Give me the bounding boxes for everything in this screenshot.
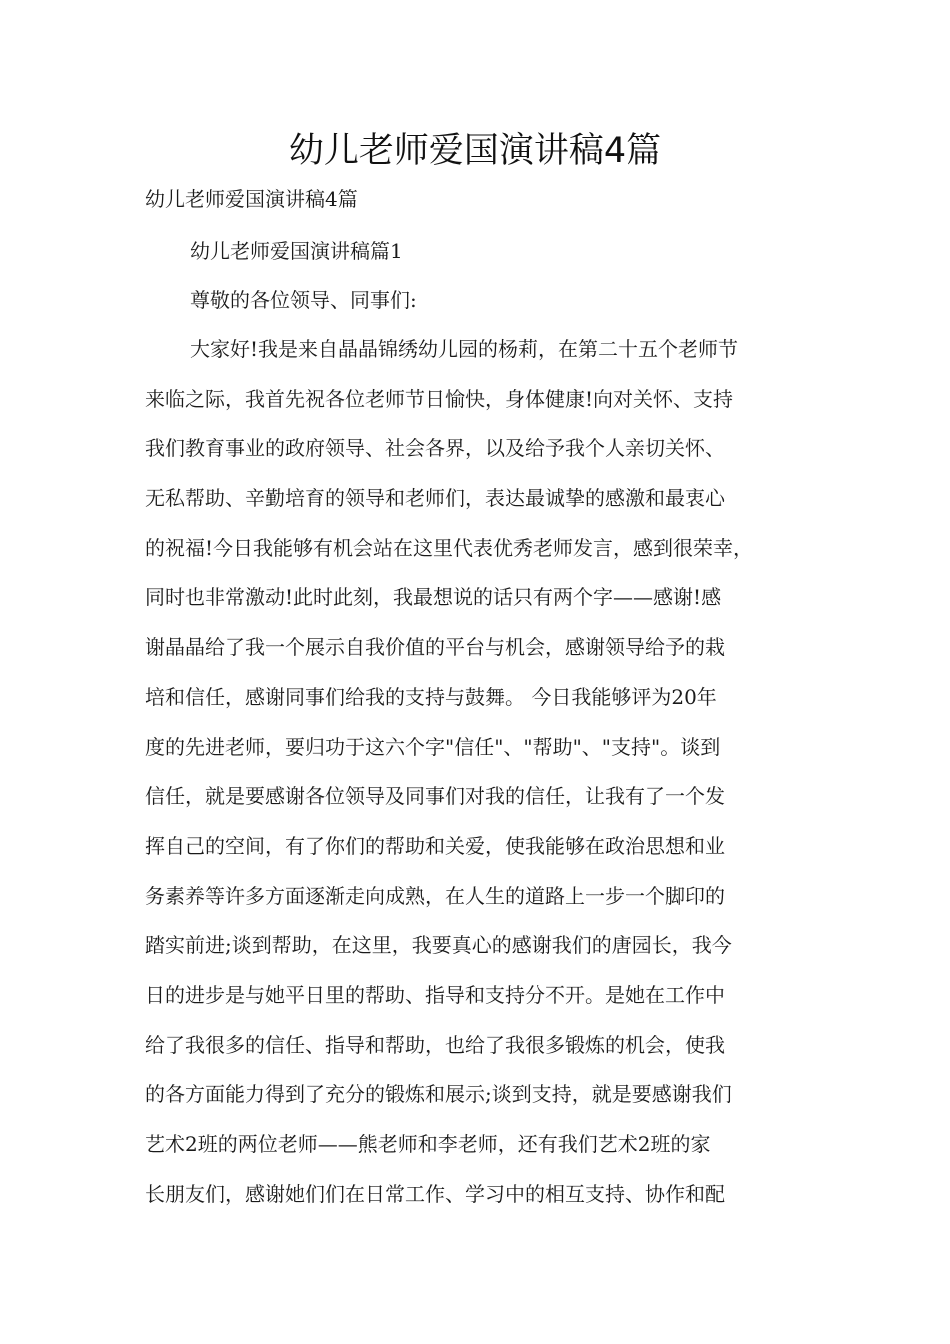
body-line: 来临之际，我首先祝各位老师节日愉快，身体健康!向对关怀、支持	[145, 386, 734, 411]
body-line: 培和信任，感谢同事们给我的支持与鼓舞。 今日我能够评为20年	[145, 684, 717, 709]
body-line: 谢晶晶给了我一个展示自我价值的平台与机会，感谢领导给予的栽	[145, 635, 725, 660]
body-line: 度的先进老师，要归功于这六个字"信任"、"帮助"、"支持"。谈到	[145, 734, 721, 759]
body-line: 给了我很多的信任、指导和帮助，也给了我很多锻炼的机会，使我	[145, 1032, 725, 1057]
document-title: 幼儿老师爱国演讲稿4篇	[288, 131, 662, 171]
body-line: 大家好!我是来自晶晶锦绣幼儿园的杨莉，在第二十五个老师节	[190, 337, 739, 361]
body-line: 踏实前进;谈到帮助，在这里，我要真心的感谢我们的唐园长，我今	[145, 933, 732, 958]
body-line: 长朋友们，感谢她们们在日常工作、学习中的相互支持、协作和配	[145, 1181, 725, 1206]
section-heading: 幼儿老师爱国演讲稿篇1	[190, 239, 403, 263]
body-line: 日的进步是与她平日里的帮助、指导和支持分不开。是她在工作中	[145, 982, 725, 1007]
document-subtitle: 幼儿老师爱国演讲稿4篇	[145, 187, 358, 211]
body-line: 的各方面能力得到了充分的锻炼和展示;谈到支持，就是要感谢我们	[145, 1082, 732, 1107]
speech-body	[145, 334, 835, 1228]
greeting-line: 尊敬的各位领导、同事们:	[190, 288, 417, 312]
body-line: 的祝福!今日我能够有机会站在这里代表优秀老师发言，感到很荣幸，	[145, 535, 754, 560]
body-line: 我们教育事业的政府领导、社会各界，以及给予我个人亲切关怀、	[145, 436, 725, 461]
body-line: 无私帮助、辛勤培育的领导和老师们，表达最诚挚的感激和最衷心	[145, 486, 725, 511]
body-line: 务素养等许多方面逐渐走向成熟，在人生的道路上一步一个脚印的	[145, 883, 725, 908]
body-line: 艺术2班的两位老师——熊老师和李老师，还有我们艺术2班的家	[145, 1132, 711, 1156]
body-line: 信任，就是要感谢各位领导及同事们对我的信任，让我有了一个发	[145, 784, 725, 809]
body-line: 挥自己的空间，有了你们的帮助和关爱，使我能够在政治思想和业	[145, 833, 725, 858]
body-line: 同时也非常激动!此时此刻，我最想说的话只有两个字——感谢!感	[145, 585, 722, 610]
